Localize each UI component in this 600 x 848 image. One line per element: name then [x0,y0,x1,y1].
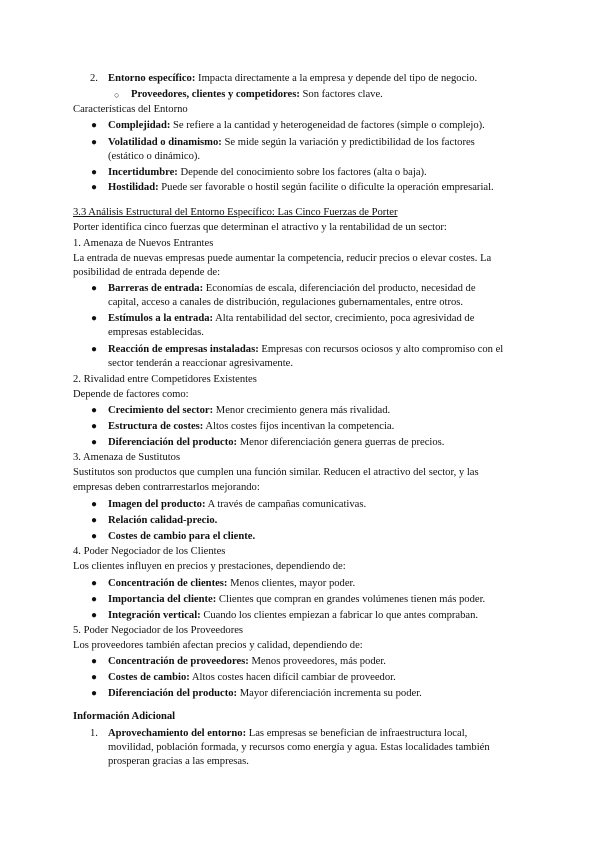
list-item [108,282,476,296]
paragraph-line: Depende de factores como: [73,389,189,400]
term-label: Concentración de proveedores: [108,656,249,667]
list-item [108,136,475,150]
term-text: Menor crecimiento genera más rivalidad. [213,405,391,416]
term-text: Depende del conocimiento sobre los factores (alta o baja). [177,167,427,178]
paragraph-line: La entrada de nuevas empresas puede aumentar la competencia, reducir precios o elevar costes. La [73,253,492,264]
term-label: Integración vertical: [108,610,201,621]
bullet: ● [91,182,98,193]
list-item [108,577,355,591]
term-text: Alta rentabilidad del sector, crecimiento, poca agresividad de [213,313,475,324]
list-item-cont: prosperan gracias a las empresas. [108,756,249,767]
term-label: Incertidumbre: [108,167,178,178]
section-title-adicional: Información Adicional [73,711,176,722]
list-item [108,671,396,685]
list-item-cont: (estático o dinámico). [108,151,201,162]
bullet: ● [91,344,98,355]
bullet: ● [91,656,98,667]
term-label: Diferenciación del producto: [108,688,238,699]
list-item [108,119,485,133]
term-label: Relación calidad-precio. [108,515,218,526]
term-label: Diferenciación del producto: [108,437,238,448]
entorno-especifico-line [108,72,477,86]
term-text: Son factores clave. [299,89,383,100]
circle-bullet: ○ [114,90,120,100]
term-label: Estructura de costes: [108,421,204,432]
bullet: ● [91,531,98,542]
list-item-cont: sector tenderán a reaccionar agresivamente. [108,358,293,369]
term-label: Crecimiento del sector: [108,405,214,416]
list-item-cont: capital, acceso a canales de distribución, regulaciones gubernamentales, entre otros. [108,297,464,308]
term-text: Se mide según la variación y predictibilidad de los factores [221,137,475,148]
force-title-3: 3. Amenaza de Sustitutos [73,452,181,463]
proveedores-subitem [131,88,383,102]
list-item [108,166,427,180]
list-item [108,687,422,701]
bullet: ● [91,421,98,432]
term-text: Menos proveedores, más poder. [248,656,386,667]
term-text: Se refiere a la cantidad y heterogeneidad de factores (simple o complejo). [170,120,485,131]
term-label: Complejidad: [108,120,171,131]
bullet: ● [91,688,98,699]
force-title-4: 4. Poder Negociador de los Clientes [73,546,226,557]
list-item [108,530,255,544]
bullet: ● [91,610,98,621]
term-label: Costes de cambio para el cliente. [108,531,256,542]
bullet: ● [91,499,98,510]
term-text: Altos costes hacen difícil cambiar de proveedor. [189,672,396,683]
bullet: ● [91,120,98,131]
section-title-caracteristicas: Características del Entorno [73,104,188,115]
term-label: Importancia del cliente: [108,594,217,605]
term-label: Reacción de empresas instaladas: [108,344,259,355]
term-label: Volatilidad o dinamismo: [108,137,222,148]
list-item [108,609,478,623]
list-item [108,420,394,434]
paragraph-line: Los clientes influyen en precios y prestaciones, dependiendo de: [73,561,346,572]
paragraph-line: posibilidad de entrada depende de: [73,267,221,278]
porter-intro: Porter identifica cinco fuerzas que determinan el atractivo y la rentabilidad de un sector: [73,222,447,233]
list-item [108,514,217,528]
list-item [108,655,386,669]
bullet: ● [91,594,98,605]
bullet: ● [91,578,98,589]
list-item [108,436,444,450]
force-title-2: 2. Rivalidad entre Competidores Existentes [73,374,257,385]
list-item [108,181,494,195]
term-text: Empresas con recursos ociosos y alto compromiso con el [258,344,504,355]
term-label: Concentración de clientes: [108,578,228,589]
list-item [108,727,467,741]
term-text: Mayor diferenciación incrementa su poder. [237,688,422,699]
paragraph-line: empresas deben contrarrestarlos mejorando: [73,482,260,493]
term-text: Menor diferenciación genera guerras de precios. [237,437,445,448]
list-item-cont: movilidad, población formada, y recursos como energía y agua. Estas localidades también [108,742,490,753]
term-label: Proveedores, clientes y competidores: [131,89,300,100]
force-title-5: 5. Poder Negociador de los Proveedores [73,625,244,636]
bullet: ● [91,313,98,324]
term-text: Economías de escala, diferenciación del producto, necesidad de [203,283,476,294]
term-text: A través de campañas comunicativas. [205,499,367,510]
term-text: Menos clientes, mayor poder. [227,578,356,589]
term-label: Barreras de entrada: [108,283,204,294]
term-label: Entorno específico: [108,73,196,84]
bullet: ● [91,137,98,148]
term-label: Estímulos a la entrada: [108,313,214,324]
list-item [108,498,366,512]
term-label: Costes de cambio: [108,672,190,683]
list-item-cont: empresas establecidas. [108,327,204,338]
term-label: Hostilidad: [108,182,159,193]
bullet: ● [91,437,98,448]
bullet: ● [91,672,98,683]
bullet: ● [91,167,98,178]
term-label: Imagen del producto: [108,499,206,510]
term-text: Clientes que compran en grandes volúmenes tienen más poder. [216,594,486,605]
bullet: ● [91,283,98,294]
list-number: 2. [90,73,98,84]
section-heading-porter: 3.3 Análisis Estructural del Entorno Específico: Las Cinco Fuerzas de Porter [73,207,398,218]
list-item [108,404,390,418]
list-item [108,343,503,357]
paragraph-line: Sustitutos son productos que cumplen una función similar. Reducen el atractivo del sector, y las [73,467,479,478]
term-text: Cuando los clientes empiezan a fabricar lo que antes compraban. [200,610,479,621]
paragraph-line: Los proveedores también afectan precios y calidad, dependiendo de: [73,640,363,651]
bullet: ● [91,405,98,416]
list-item [108,312,474,326]
list-item [108,593,485,607]
term-text: Las empresas se benefician de infraestructura local, [246,728,468,739]
term-text: Altos costes fijos incentivan la competencia. [203,421,395,432]
list-number: 1. [90,728,98,739]
term-text: Impacta directamente a la empresa y depende del tipo de negocio. [195,73,478,84]
term-text: Puede ser favorable o hostil según facilite o dificulte la operación empresarial. [158,182,494,193]
bullet: ● [91,515,98,526]
force-title-1: 1. Amenaza de Nuevos Entrantes [73,238,214,249]
term-label: Aprovechamiento del entorno: [108,728,247,739]
